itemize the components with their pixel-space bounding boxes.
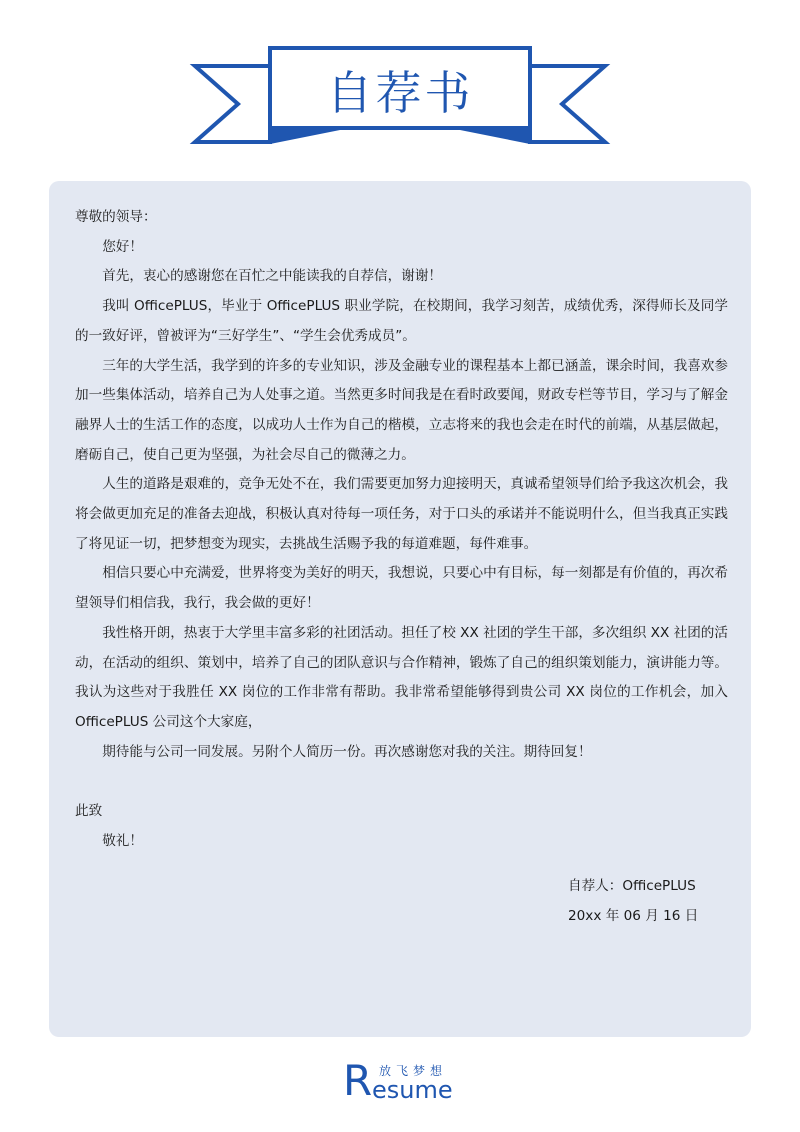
salutation: 尊敬的领导：: [75, 209, 157, 225]
letter-body: [75, 203, 728, 857]
paragraph: 三年的大学生活，我学到的许多的专业知识，涉及金融专业的课程基本上都已涵盖，课余时间，我喜欢参加一些集体活动，培养自己为人处事之道。当然更多时间我是在看时政要闻，财政专栏等节目，学习与了解金融界人士的生活工作的态度，以成功人士作为自己的楷模，立志将来的我也会走在时代的前端，从基层做起，磨砺自己，使自己更为坚强，为社会尽自己的微薄之力。: [75, 357, 728, 463]
title-banner: [0, 0, 800, 160]
signature-name: 自荐人：OfficePLUS: [568, 878, 696, 894]
greeting: 您好！: [102, 238, 143, 255]
paragraph: 相信只要心中充满爱，世界将变为美好的明天，我想说，只要心中有目标，每一刻都是有价值的，再次希望领导们相信我，我行，我会做的更好！: [75, 565, 728, 612]
logo-word: esume: [372, 1076, 453, 1104]
signature-block: [568, 872, 698, 931]
ribbon-right-tail: [530, 66, 605, 142]
logo-letter: R: [343, 1056, 373, 1105]
logo-tagline: 放飞梦想: [379, 1064, 448, 1078]
paragraph: 首先，衷心的感谢您在百忙之中能读我的自荐信，谢谢！: [102, 268, 443, 285]
paragraph: 期待能与公司一同发展。另附个人简历一份。再次感谢您对我的关注。期待回复！: [102, 743, 592, 760]
paragraph: 我性格开朗，热衷于大学里丰富多彩的社团活动。担任了校 XX 社团的学生干部，多次组织 XX 社团的活动，在活动的组织、策划中，培养了自己的团队意识与合作精神，锻炼了自己的组织策划能力，演讲能力等。我认为这些对于我胜任 XX 岗位的工作非常有帮助。我非常希望能够得到贵公司 XX 岗位的工作机会，加入 OfficePLUS 公司这个大家庭，: [75, 624, 728, 730]
signature-date: 20xx 年 06 月 16 日: [568, 907, 699, 924]
closing: 此致: [75, 803, 103, 820]
paragraph: 人生的道路是艰难的，竞争无处不在，我们需要更加努力迎接明天，真诚希望领导们给予我这次机会，我将会做更加充足的准备去迎战，积极认真对待每一项任务，对于口头的承诺并不能说明什么，但当我真正实践了将见证一切，把梦想变为现实，去挑战生活赐予我的每道难题，每件难事。: [75, 476, 728, 552]
spacer: [75, 767, 728, 797]
paragraph: 我叫 OfficePLUS，毕业于 OfficePLUS 职业学院，在校期间，我学习刻苦，成绩优秀，深得师长及同学的一致好评，曾被评为“三好学生”、“学生会优秀成员”。: [75, 298, 728, 344]
regards: 敬礼！: [102, 833, 143, 850]
resume-logo: [343, 1058, 463, 1108]
page-title: 自荐书: [326, 66, 474, 120]
ribbon-left-tail: [195, 66, 270, 142]
